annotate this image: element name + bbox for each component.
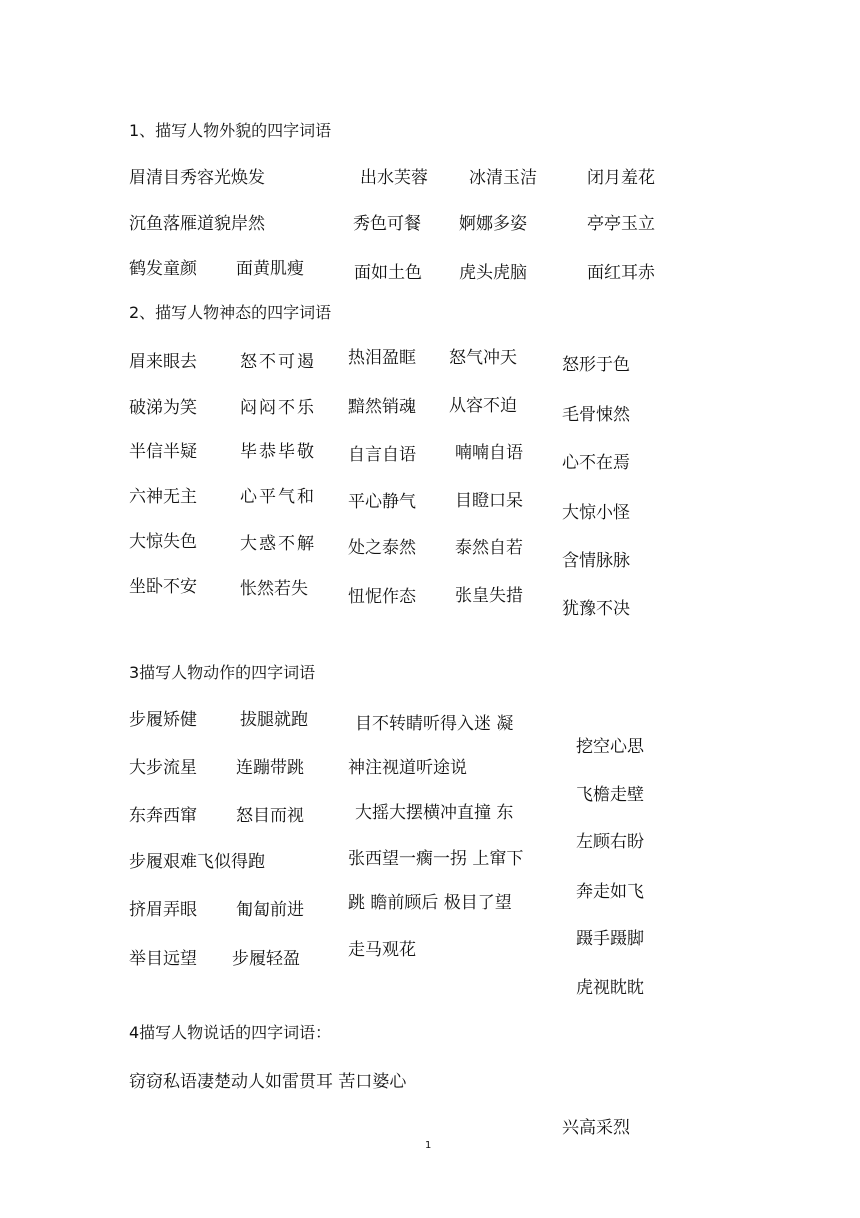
word: 眉来眼去 (129, 352, 197, 372)
word: 窃窃私语凄楚动人如雷贯耳 苦口婆心 (129, 1072, 407, 1092)
section-4-heading: 4描写人物说话的四字词语： (129, 1023, 332, 1042)
word: 怅然若失 (240, 579, 308, 599)
word: 举目远望 (129, 949, 197, 969)
word: 大摇大摆横冲直撞 东 (355, 803, 514, 823)
word: 怒目而视 (236, 806, 304, 826)
word: 热泪盈眶 (348, 348, 416, 368)
word: 左顾右盼 (576, 832, 644, 852)
word: 喃喃自语 (455, 443, 523, 463)
word: 婀娜多姿 (459, 214, 527, 234)
word: 步履轻盈 (232, 949, 300, 969)
word: 走马观花 (348, 940, 416, 960)
word: 从容不迫 (449, 396, 517, 416)
word: 忸怩作态 (348, 587, 416, 607)
word: 东奔西窜 (129, 806, 197, 826)
word: 跳 瞻前顾后 极目了望 (348, 893, 512, 913)
word: 泰然自若 (455, 538, 523, 558)
word: 心不在焉 (562, 453, 630, 473)
word: 大惑不解 (240, 534, 316, 554)
word: 目瞪口呆 (455, 491, 523, 511)
word: 怒形于色 (562, 355, 630, 375)
word: 大步流星 (129, 758, 197, 778)
word: 出水芙蓉 (360, 168, 428, 188)
word: 连蹦带跳 (236, 758, 304, 778)
word: 虎视眈眈 (576, 978, 644, 998)
section-2-heading: 2、描写人物神态的四字词语 (129, 303, 332, 322)
word: 心平气和 (240, 487, 316, 507)
section-3-heading: 3描写人物动作的四字词语 (129, 663, 316, 682)
word: 毕恭毕敬 (240, 442, 316, 462)
word: 秀色可餐 (353, 214, 421, 234)
word: 闭月羞花 (587, 168, 655, 188)
section-1-heading: 1、描写人物外貌的四字词语 (129, 121, 332, 140)
word: 鹤发童颜 (129, 259, 197, 279)
word: 奔走如飞 (576, 882, 644, 902)
word: 挤眉弄眼 (129, 900, 197, 920)
word: 含情脉脉 (562, 551, 630, 571)
word: 挖空心思 (576, 737, 644, 757)
word: 自言自语 (348, 445, 416, 465)
word: 匍匐前进 (236, 900, 304, 920)
word: 眉清目秀容光焕发 (129, 168, 265, 188)
word: 面红耳赤 (587, 263, 655, 283)
word: 平心静气 (348, 492, 416, 512)
word: 兴高采烈 (562, 1118, 630, 1138)
word: 虎头虎脑 (459, 263, 527, 283)
word: 蹑手蹑脚 (576, 929, 644, 949)
word: 大惊小怪 (562, 503, 630, 523)
word: 大惊失色 (129, 532, 197, 552)
word: 步履矫健 (129, 710, 197, 730)
word: 神注视道听途说 (348, 758, 467, 778)
word: 六神无主 (129, 487, 197, 507)
word: 亭亭玉立 (587, 214, 655, 234)
page-number: 1 (425, 1140, 432, 1151)
word: 步履艰难飞似得跑 (129, 852, 265, 872)
word: 毛骨悚然 (562, 405, 630, 425)
word: 张西望一瘸一拐 上窜下 (348, 849, 524, 869)
word: 破涕为笑 (129, 398, 197, 418)
word: 怒气冲天 (449, 348, 517, 368)
word: 冰清玉洁 (469, 168, 537, 188)
word: 沉鱼落雁道貌岸然 (129, 214, 265, 234)
word: 黯然销魂 (348, 397, 416, 417)
word: 半信半疑 (129, 442, 197, 462)
word: 拔腿就跑 (240, 710, 308, 730)
word: 坐卧不安 (129, 577, 197, 597)
word: 张皇失措 (455, 586, 523, 606)
word: 飞檐走壁 (576, 785, 644, 805)
word: 目不转睛听得入迷 凝 (355, 714, 514, 734)
word: 怒不可遏 (240, 352, 316, 372)
word: 处之泰然 (348, 538, 416, 558)
word: 面如土色 (354, 263, 422, 283)
word: 面黄肌瘦 (236, 259, 304, 279)
word: 闷闷不乐 (240, 398, 316, 418)
word: 犹豫不决 (562, 599, 630, 619)
